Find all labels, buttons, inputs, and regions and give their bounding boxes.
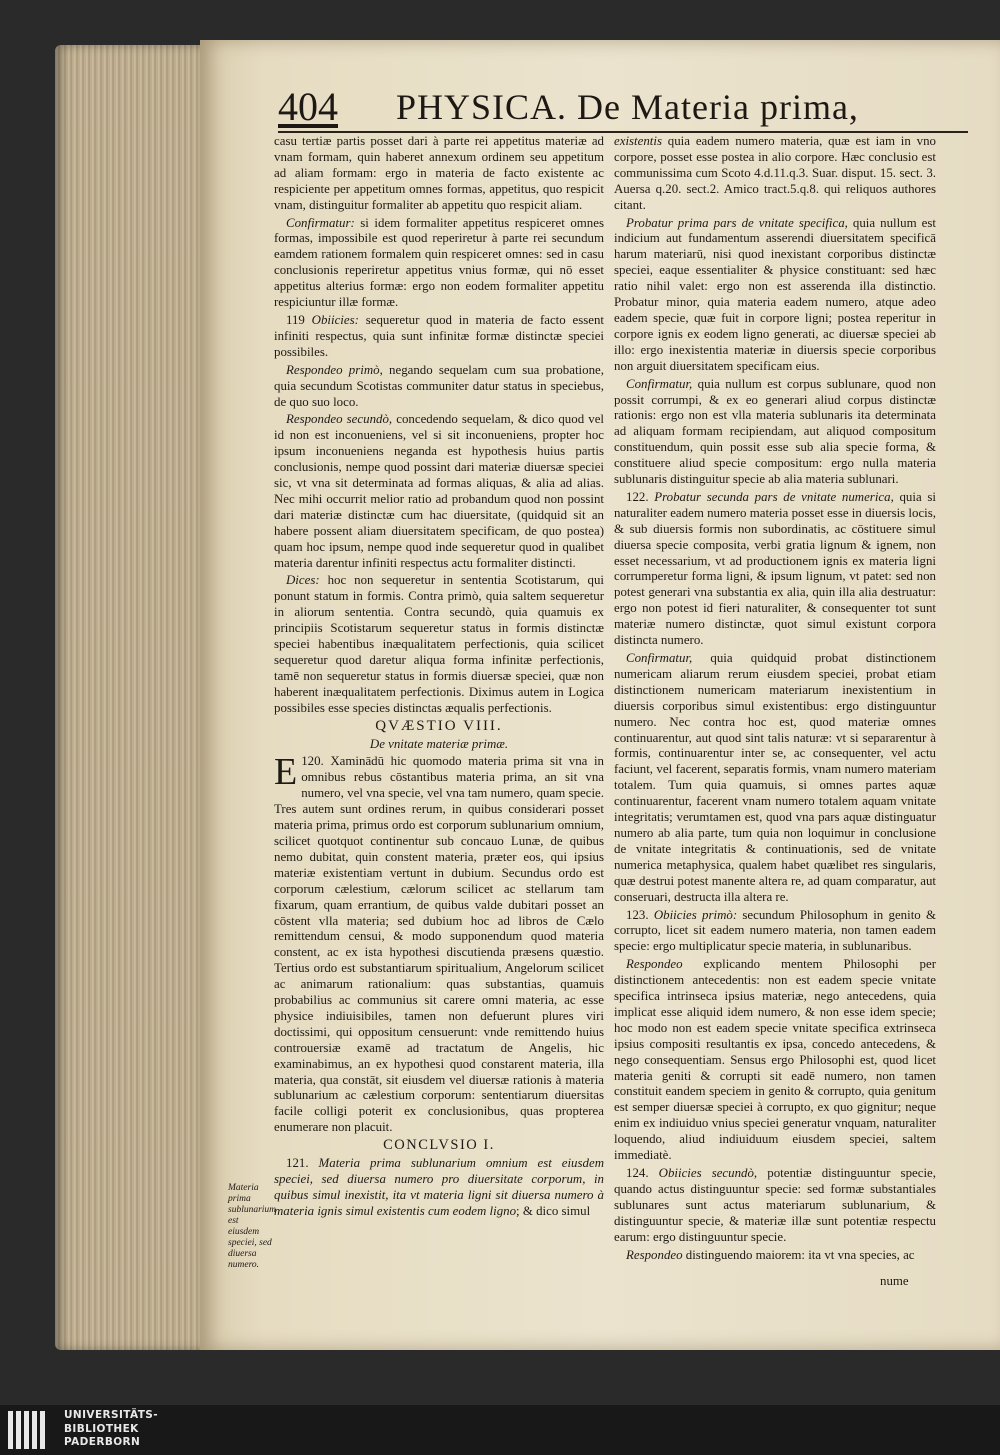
drop-cap: E (274, 751, 298, 794)
quaestio-title: QVÆSTIO VIII. (375, 717, 503, 734)
paragraph-text: quia nullum est indicium aut fundamentum asserendi diuersitatem specificā harum materiarū, nisi quod inexistant corporibus distinctæ speciei, eaque essentialiter & physice constituant: sed hæc ratio nihil valet: ergo non est asserenda illa distinctio. Probatur minor, quia materia eadem numero, atque adeo eadem specie, quæ fuit in corpore ligni; postea reperitur in corpore ignis ex eodem ligno generati, ac diuersæ speciei ab illo: ergo inexistentia materiæ in diuersis specie corporibus non arguit diuersitatem specificam eius. (614, 215, 936, 373)
conclusion-statement: Materia prima sublunarium omnium est eiusdem speciei, sed diuersa numero pro diuersitate corporum, in quibus simul inexistit, ita vt materia ligni sit diuersa numero à materia ignis simul existentis cum eodem ligno (274, 1156, 604, 1218)
marginal-note: Materia prima sublunarium est eiusdem speciei, sed diuersa numero. (228, 1183, 277, 1270)
paragraph-number: 123. (626, 907, 649, 922)
paragraph (614, 908, 936, 956)
paragraph (274, 751, 604, 1136)
paragraph (614, 377, 936, 488)
right-column (614, 134, 936, 1265)
paragraph (614, 134, 936, 214)
paragraph-number: 122. (626, 489, 649, 504)
running-title: PHYSICA. De Materia prima, (396, 87, 859, 127)
paragraph (274, 363, 604, 411)
paragraph-text: Xaminādū hic quomodo materia prima sit vna in omnibus rebus cōstantibus materia prima, an sit vna numero, vel vna specie, vel vna tam numero, quam specie. Tres autem sunt ordines rerum, in quibus considerari posset materia prima, primus ordo est corporum sublunarium omnium, scilicet quotquot continentur sub concauo Lunæ, de quibus nemo dubitat, quin constent materia, præter eos, qui ipsius materiæ existentiam vertunt in dubium. Secundus ordo est corporum cælestium, cælorum scilicet ac stellarum tam fixarum, quam errantium, de quibus valde dubitari posset an cōstent vlla materia; sed dubium hoc ad libros de Cælo remittendum censui, & modo supponendum quod materia constent, ac ex ista hypothesi discutienda præsens quæstio. Tertius ordo est substantiarum spiritualium, Angelorum scilicet ac animarum rationalium: quas substantias, quamuis probabilius ac communius sit carere omni materia, ac esse physice indiuisibiles, tamen non defuerunt plures viri doctissimi, qui oppositum censuerunt: vnde remittendo huius controuersiæ examē ad tractatum de Angelis, hic examinabimus, an ex hypothesi quod constarent materia, illa materia, qua constāt, sit eiusdem vel diuersæ rationis à materia sublunarium ac cælestium corporum: sententiarum diuersitas facile colligi poterit ex conclusionibus, quas propterea enumerare non placuit. (274, 754, 604, 1135)
paragraph-text: hoc non sequeretur in sententia Scotistarum, qui ponunt statum in formis. Contra primò, quia saltem sequeretur in aliorum sententia. Contra secundò, quia quamuis ex principiis Scotistarum sequeretur status in formis distinctæ speciei habentibus inæqualitatem perfectionis, quia scilicet sequeretur quod daretur aliqua forma infinitæ perfectionis, tamē non sequeretur status in formis diuersæ speciei, quæ non haberent inæqualitatem perfectionis. Diximus autem in Logica possibiles esse species distinctas æqualis perfectionis. (274, 573, 604, 715)
paragraph-lead: existentis (614, 134, 662, 148)
page-header (278, 84, 978, 132)
paragraph-lead: Obiicies primò: (653, 907, 738, 922)
paragraph (614, 957, 936, 1164)
paragraph-text: concedendo sequelam, & dico quod vel id non est inconueniens, vel si sit inconueniens, propter hoc ipsum inconueniens neganda est hypothesis huius partis conclusionis, nempe quod possint dari materiæ diuersæ speciei sic, vt vna sit determinata ad formas aliquas, & alia ad alias. Nec mihi occurrit melior ratio ad probandum quod non possint dari materiæ distinctæ cum hac diuersitate, (quidquid sit an habere possent aliam diuersitatem specificam, de quo postea) quam hoc ipsum, nempe quod inde sequeretur quod in qualibet materia darentur infiniti respectus actu formaliter distincti. (274, 412, 605, 570)
paragraph-text: distinguendo maiorem: ita vt vna species, ac (682, 1247, 915, 1262)
paragraph (614, 1248, 936, 1264)
left-column (274, 134, 604, 1222)
paragraph-lead: Obiicies secundò, (658, 1166, 758, 1180)
paragraph (614, 651, 936, 906)
paragraph-number: 119 (286, 312, 305, 327)
paragraph (274, 1156, 604, 1220)
paragraph-text: quia nullum est corpus sublunare, quod non possit corrumpi, & ex eo generari aliud corpus distinctæ rationis: ergo non est vlla materia sublunaris ita determinata ad aliquam formam recipiendam, aut aliquod compositum constituendum, quin possit esse sub alia specie forma, & constituere aliud specie compositum: ergo nulla materia sublunaris distinguitur specie ab alia materia sublunari. (614, 376, 936, 487)
paragraph-text: potentiæ distinguuntur specie, quando actus distinguuntur specie: sed formæ substantiales sublunares sunt actus materiarum sublunarium, & distinguuntur specie, & materiæ illæ sunt potentiæ respectu earum: ergo distinguuntur specie. (614, 1166, 936, 1244)
paragraph (614, 1166, 936, 1246)
quaestio-subtitle: De vnitate materiæ primæ. (369, 736, 509, 751)
conclusio-title: CONCLVSIO I. (383, 1137, 495, 1154)
paragraph-text: ; & dico simul (516, 1203, 591, 1218)
paragraph-text: , negando sequelam cum sua probatione, quia secundum Scotistas communiter datur status in speciebus, de quo suo loco. (274, 362, 604, 409)
paragraph-number: 120. (301, 754, 324, 769)
library-logo-text: UNIVERSITÄTS- BIBLIOTHEK PADERBORN (64, 1409, 159, 1448)
paragraph-lead: Dices: (286, 573, 320, 588)
catchword: nume (880, 1274, 909, 1288)
paragraph-text: sequeretur quod in materia de facto essent infiniti respectus, quia sunt infinitæ formæ distinctæ speciei possibiles. (274, 312, 604, 359)
paragraph-text: si idem formaliter appetitus respiceret omnes formas, impossibile est quod reperiretur à parte rei secundum eamdem rationem formalem quin respiceret omnes: sed in casu conclusionis reperiretur appetitus vnius formæ, qui nō esset appetitus alterius formæ: ergo non eodem formaliter appetitu respiciuntur illæ formæ. (274, 215, 604, 310)
paragraph-lead: Respondeo primò (286, 362, 380, 377)
paragraph-lead: Confirmatur: (286, 215, 355, 230)
paragraph (614, 490, 936, 649)
paragraph-text: secundum Philosophum in genito & corrupto, licet sit eadem numero materia, non tamen eadem specie: ergo multiplicatur specie materia, in sublunaribus. (614, 907, 936, 954)
paragraph-text: quia eadem numero materia, quæ est iam in vno corpore, posset esse postea in alio corpore. Hæc conclusio est communissima cum Scoto 4.d.11.q.3. Suar. disput. 15. sect. 3. Auersa q.20. sect.2. Amico tract.5.q.8. qui reliquos authores citant. (614, 134, 936, 212)
page-number: 404 (278, 84, 338, 129)
paragraph (274, 313, 604, 361)
paragraph (614, 216, 936, 375)
header-rule (278, 131, 968, 133)
paragraph-lead: Respondeo (626, 1247, 683, 1262)
paragraph-text: quia quidquid probat distinctionem numericam aliarum rerum eiusdem speciei, probat etiam distinctionem numericam materiarum inexistentium in diuersis corporibus simul existentibus: ergo distinguuntur numero. Nec contra hoc est, quod materiæ omnes continuarentur, aut quod sint talis naturæ: vt si separarentur à formis, continuarentur inter se, ac consequenter, vel actu faciunt, vel facerent, separatis formis, vnam numero materiam totalem. Tum quia quamuis, si omnes partes aquæ continuarentur, facerent vnam numero totalem aquam vnitate integritatis; verumtamen est, quod vna pars aquæ distinguatur numero ab alia parte, tum quia non loquimur in conclusione de vnitate integritatis & continuationis, sed de vnitate numerica metaphysica, qualem habet quælibet res singularis, quæ destrui potest manente altera re, ad quam comparatur, aut conseruari, destructa illa altera re. (614, 651, 936, 904)
library-logo (6, 1407, 166, 1453)
paragraph-lead: Respondeo (626, 957, 683, 972)
paragraph-number: 124. (626, 1166, 649, 1180)
book-fore-edge (55, 45, 205, 1350)
paragraph (274, 412, 604, 571)
paragraph-lead: Confirmatur, (626, 651, 693, 665)
paragraph-lead: Obiicies: (311, 312, 359, 327)
paragraph-lead: Probatur secunda pars de vnitate numerica, (654, 489, 894, 504)
paragraph-lead: Confirmatur, (626, 376, 693, 391)
paragraph-text: quia si naturaliter eadem numero materia posset esse in diuersis locis, & sub diuersis formis non subordinatis, ac cōstituere simul diuersa specie composita, verbi gratia lignum & ignem, non esset necessarium, vt ad productionem ignis ex materia ligni corrumperetur forma ligni, & ipsum lignum, vt patet: sed non potest generari vna substantia ex alia, quin illa alia destruatur: ergo non potest id fieri naturaliter, & consequenter tot sunt materiæ numero distinctæ, quot simul existunt corpora distincta numero. (614, 489, 936, 648)
paragraph-lead: Respondeo secundò, (286, 412, 393, 427)
library-logo-icon (6, 1409, 56, 1453)
paragraph (274, 573, 604, 716)
paragraph-number: 121. (286, 1156, 309, 1171)
paragraph (274, 216, 604, 311)
paragraph-text: explicando mentem Philosophi per distinctionem antecedentis: non est eadem specie vnitate specifica intrinseca ipsius materiæ, nego antecedens, quia implicat esse aliquid idem numero, & non esse idem specie; hoc modo non est eadem specie vnitate specifica extrinseca ipsius compositi resultantis ex ipsa, concedo antecedens, & nego consequentiam. Sensus ergo Philosophi est, quod licet materia geniti & corrupti sit eadē numero, non tamen constituit eandem speciem in genito & corrupto, quia genitum est semper diuersæ speciei à corrupto, ex quo gignitur; neque enim ex indiuiduo vnius speciei generatur vnquam, naturaliter loquendo, aliud indiuiduum eiusdem speciei, saltem immediatè. (614, 957, 936, 1163)
paragraph: casu tertiæ partis posset dari à parte rei appetitus materiæ ad vnam formam, quin haberet annexum ordinem seu appetitum ad aliam formam: ergo in materia de facto existente ac respiciente per appetitum omnes formas, appetitus, quo respicit vnam, distinguitur formaliter ab appetitu quo respicit aliam. (274, 134, 604, 212)
paragraph-lead: Probatur prima pars de vnitate specifica, (626, 215, 848, 230)
